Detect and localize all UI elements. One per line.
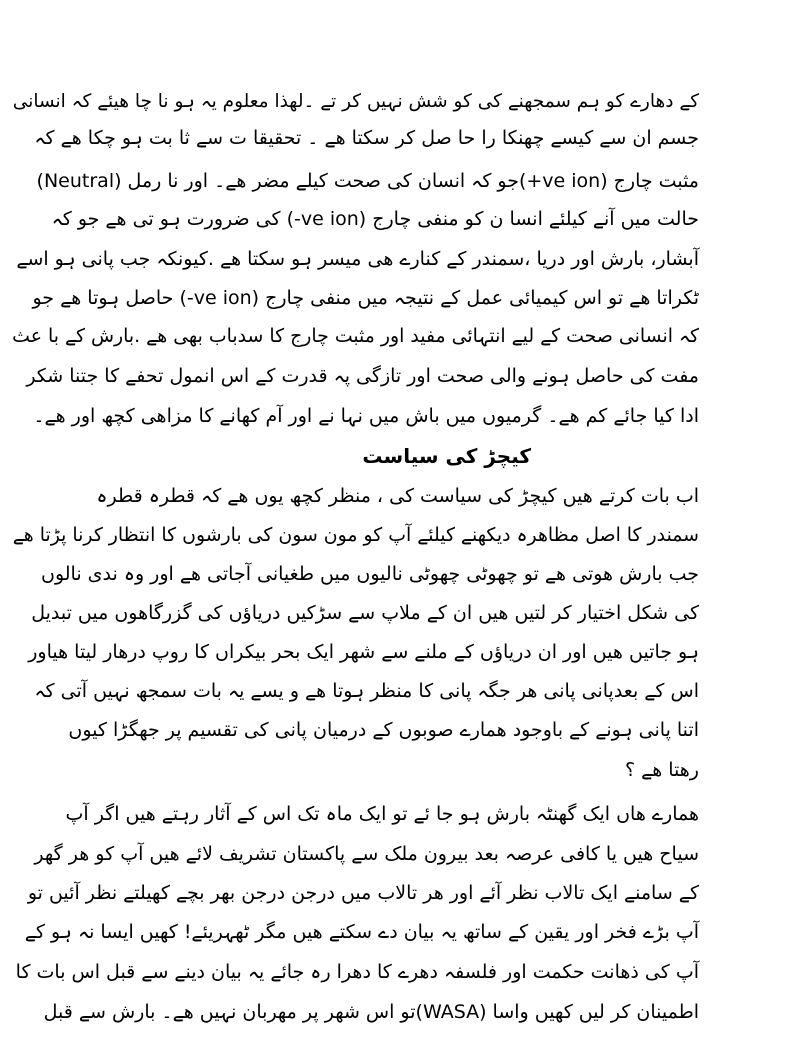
paragraph-line: اس کے بعدپانی پانی ھر جگہ پانی کا منظر ہوتا ھے و یسے یہ بات سمجھ نہیں آتی کہ — [34, 680, 699, 702]
paragraph-line: آبشار، بارش اور دریا ،سمندر کے کنارے ھی میسر ہو سکتا ھے .کیونکہ جب پانی ہو اسے — [16, 248, 699, 270]
paragraph-line: ٹکراتا ھے تو اس کیمیائی عمل کے نتیجہ میں منفی چارج (ve ion-) حاصل ہوتا ھے جو — [32, 287, 699, 309]
paragraph-line: حالت میں آنے کیلئے انسا ن کو منفی چارج (ve ion-) کی ضرورت ہو تی ھے جو کہ — [51, 208, 699, 230]
paragraph-line: ھمارے ھاں ایک گھنٹہ بارش ہو جا ئے تو ایک ماہ تک اس کے آثار رہتے ھیں اگر آپ — [65, 803, 699, 825]
paragraph-line: مفت کی حاصل ہونے والی صحت اور تازگی پہ قدرت کے اس انمول تحفے کا جتنا شکر — [26, 365, 699, 387]
paragraph-line: آپ بڑے فخر اور یقین کے ساتھ یہ بیان دے سکتے ھیں مگر ٹھہریئے! کھیں ایسا نہ ہو کے — [24, 921, 699, 943]
paragraph-line: جسم ان سے کیسے چھنکا را حا صل کر سکتا ھے ۔ تحقیقا ت سے ثا بت ہو چکا ھے کہ — [34, 127, 699, 149]
paragraph-line: سیاح ھیں یا کافی عرصہ بعد بیرون ملک سے پاکستان تشریف لائے ھیں آپ کو ھر گھر — [34, 843, 699, 865]
paragraph-line: کے سامنے ایک تالاب نظر آئے اور ھر تالاب میں درجن درجن بھر بچے کھیلتے نظر آئیں تو — [27, 882, 699, 904]
paragraph-line: ادا کیا جائے کم ھے۔ گرمیوں میں باش میں نہا نے اور آم کھانے کا مزاھی کچھ اور ھے۔ — [33, 405, 699, 427]
paragraph-line: اتنا پانی ہونے کے باوجود ھمارے صوبوں کے درمیان پانی کی تقسیم پر جھگڑا کیوں — [68, 719, 699, 741]
paragraph-line: کے دھارے کو ہم سمجھنے کی کو شش نہیں کر تے ۔لھذا معلوم یہ ہو نا چا ھیئے کہ انسانی — [12, 91, 699, 112]
paragraph-line: کی شکل اختیار کر لتیں ھیں ان کے ملاپ سے سڑکیں دریاؤں کی گزرگاھوں میں تبدیل — [31, 602, 699, 624]
paragraph-line: سمندر کا اصل مظاھرہ دیکھنے کیلئے آپ کو مون سون کی بارشوں کا انتظار کرنا پڑتا ھے — [12, 524, 699, 546]
section-heading: کیچڑ کی سیاست — [362, 444, 531, 468]
paragraph-line: مثبت چارج (ve ion+)جو کہ انسان کی صحت کیلے مضر ھے۔ اور نا رمل (Neutral) — [36, 170, 699, 192]
paragraph-line: آپ کی ذھانت حکمت اور فلسفہ دھرے کا دھرا رہ جائے یہ بیان دینے سے قبل اس بات کا — [15, 961, 699, 983]
paragraph-line: اطمینان کر لیں کھیں واسا (WASA)تو اس شھر پر مھربان نہیں ھے۔ بارش سے قبل — [43, 1001, 699, 1023]
paragraph-line: جب بارش ھوتی ھے تو چھوٹی چھوٹی نالیوں میں طغیانی آجاتی ھے اور وہ ندی نالوں — [40, 563, 699, 585]
paragraph-line: رھتا ھے ؟ — [624, 759, 699, 781]
paragraph-line: ہو جاتیں ھیں اور ان دریاؤں کے ملنے سے شھر ایک بحر بیکراں کا روپ درھار لیتا ھیاور — [28, 641, 699, 663]
paragraph-line: اب بات کرتے ھیں کیچڑ کی سیاست کی ، منظر کچھ یوں ھے کہ قطرہ قطرہ — [96, 485, 699, 507]
paragraph-line: کہ انسانی صحت کے لیے انتہائی مفید اور مثبت چارج کا سدباب بھی ھے .بارش کے با عث — [12, 325, 699, 347]
